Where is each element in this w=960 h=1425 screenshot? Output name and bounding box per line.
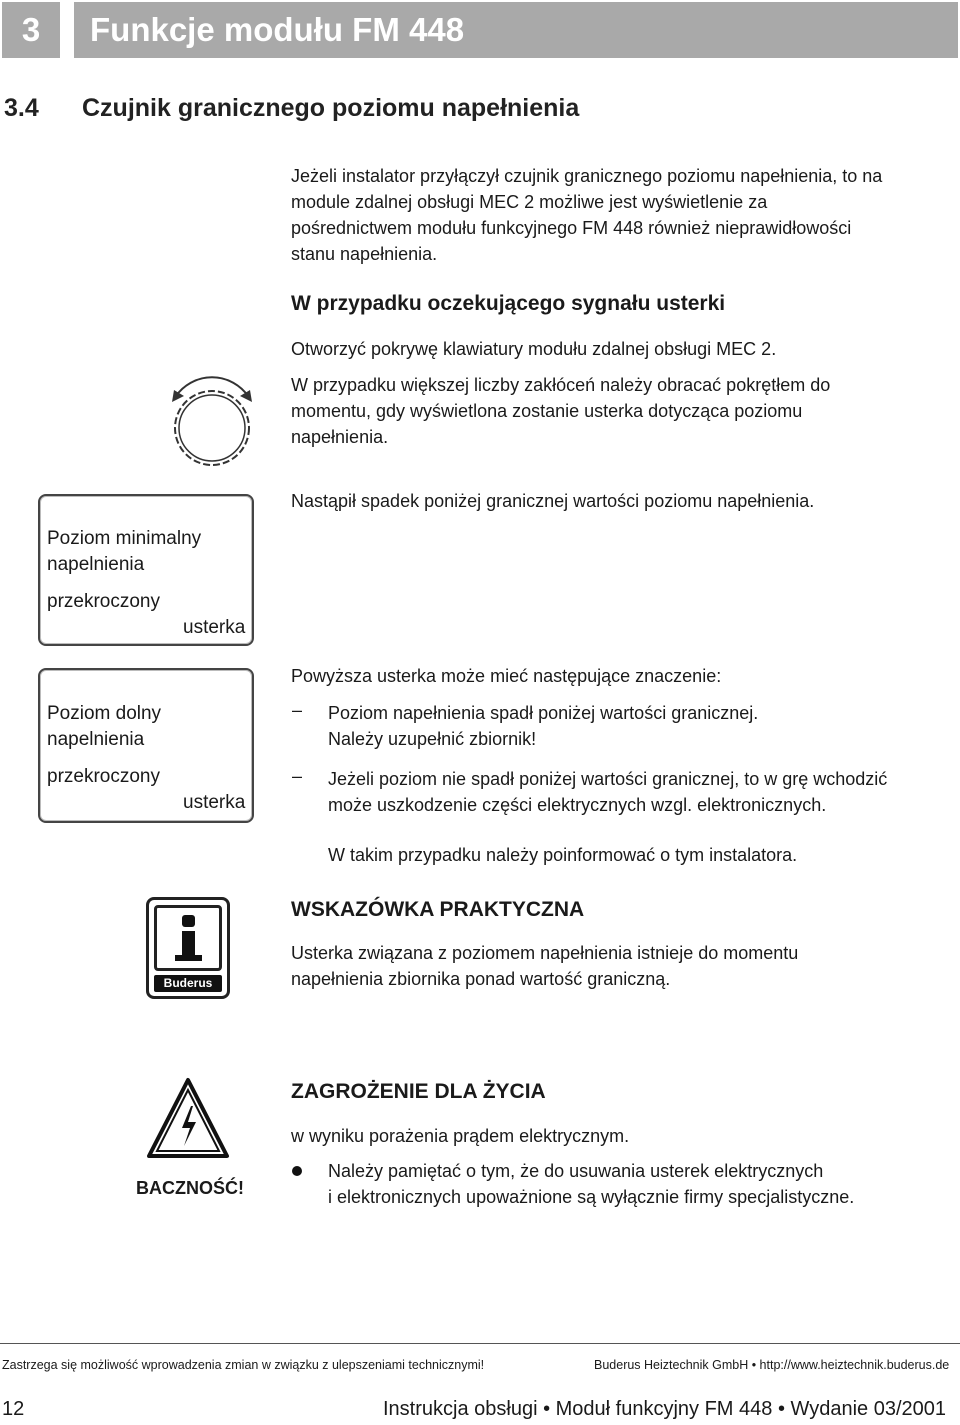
- caution-label: BACZNOŚĆ!: [136, 1178, 244, 1198]
- info-icon: [146, 897, 230, 999]
- step-line: momentu, gdy wyświetlona zostanie usterka dotycząca poziomu: [291, 401, 803, 421]
- section-number: 3.4: [4, 94, 39, 122]
- danger-subtitle: w wyniku porażenia prądem elektrycznym.: [291, 1126, 630, 1146]
- intro-line: Jeżeli instalator przyłączył czujnik granicznego poziomu napełnienia, to na: [291, 166, 883, 186]
- danger-line: i elektronicznych upoważnione są wyłącznie firmy specjalistyczne.: [328, 1187, 855, 1207]
- list-item: [328, 766, 887, 818]
- display-line: Poziom dolny: [47, 703, 162, 724]
- chapter-number: 3: [2, 2, 60, 58]
- info-stem: [182, 931, 195, 957]
- section-title: Czujnik granicznego poziomu napełnienia: [82, 94, 580, 122]
- danger-line: Należy pamiętać o tym, że do usuwania usterek elektrycznych: [328, 1161, 824, 1181]
- meaning-intro: Powyższa usterka może mieć następujące znaczenie:: [291, 666, 722, 686]
- step-level-dropped: Nastąpił spadek poniżej granicznej wartości poziomu napełnienia.: [291, 491, 815, 511]
- step-line: W przypadku większej liczby zakłóceń należy obracać pokrętłem do: [291, 375, 831, 395]
- footer-disclaimer: Zastrzega się możliwość wprowadzenia zmian w związku z ulepszeniami technicznymi!: [2, 1358, 485, 1372]
- display-line: Poziom minimalny: [47, 528, 202, 549]
- list-item-line: może uszkodzenie części elektrycznych wzgl. elektronicznych.: [328, 795, 827, 815]
- intro-line: pośrednictwem modułu funkcyjnego FM 448 również nieprawidłowości: [291, 218, 852, 238]
- step-open-cover: Otworzyć pokrywę klawiatury modułu zdalnej obsługi MEC 2.: [291, 339, 777, 359]
- info-icon-frame: [154, 905, 222, 971]
- display-line: przekroczony: [47, 591, 160, 612]
- electric-hazard-icon: [145, 1076, 231, 1162]
- danger-instruction: [328, 1158, 854, 1210]
- display-line: napelnienia: [47, 554, 145, 575]
- info-dot: [182, 915, 195, 927]
- intro-line: module zdalnej obsługi MEC 2 możliwe jest wyświetlenie za: [291, 192, 768, 212]
- tip-text: [291, 940, 798, 992]
- list-dash: –: [292, 700, 303, 720]
- tip-line: napełnienia zbiornika ponad wartość graniczną.: [291, 969, 671, 989]
- display-line: usterka: [183, 792, 246, 813]
- display-line: przekroczony: [47, 766, 160, 787]
- display-low-level: [38, 668, 254, 823]
- tip-line: Usterka związana z poziomem napełnienia istnieje do momentu: [291, 943, 799, 963]
- tip-title: WSKAZÓWKA PRAKTYCZNA: [291, 898, 585, 921]
- danger-title: ZAGROŻENIE DLA ŻYCIA: [291, 1080, 546, 1103]
- display-line: usterka: [183, 617, 246, 638]
- fault-heading: W przypadku oczekującego sygnału usterki: [291, 292, 726, 315]
- chapter-title: Funkcje modułu FM 448: [74, 2, 958, 58]
- list-dash: –: [292, 766, 303, 786]
- list-item-line: Jeżeli poziom nie spadł poniżej wartości granicznej, to w grę wchodzić: [328, 769, 888, 789]
- page-number: 12: [2, 1398, 25, 1420]
- step-line: napełnienia.: [291, 427, 389, 447]
- intro-paragraph: [291, 163, 882, 267]
- footer-divider: [0, 1343, 960, 1344]
- list-item-line: Należy uzupełnić zbiornik!: [328, 729, 537, 749]
- inform-installer: W takim przypadku należy poinformować o tym instalatora.: [328, 845, 798, 865]
- display-minimum-level: [38, 494, 254, 646]
- list-item-line: Poziom napełnienia spadł poniżej wartości granicznej.: [328, 703, 759, 723]
- list-item: [328, 700, 758, 752]
- info-base: [175, 955, 202, 961]
- intro-line: stanu napełnienia.: [291, 244, 438, 264]
- bullet-icon: [292, 1166, 302, 1176]
- footer-doc-title: Instrukcja obsługi • Moduł funkcyjny FM 448 • Wydanie 03/2001: [383, 1398, 946, 1420]
- rotary-knob-icon: [162, 372, 262, 472]
- display-line: napelnienia: [47, 729, 145, 750]
- buderus-logo: Buderus: [154, 975, 222, 992]
- footer-company: Buderus Heiztechnik GmbH • http://www.heiztechnik.buderus.de: [594, 1358, 950, 1372]
- step-turn-knob: [291, 372, 830, 450]
